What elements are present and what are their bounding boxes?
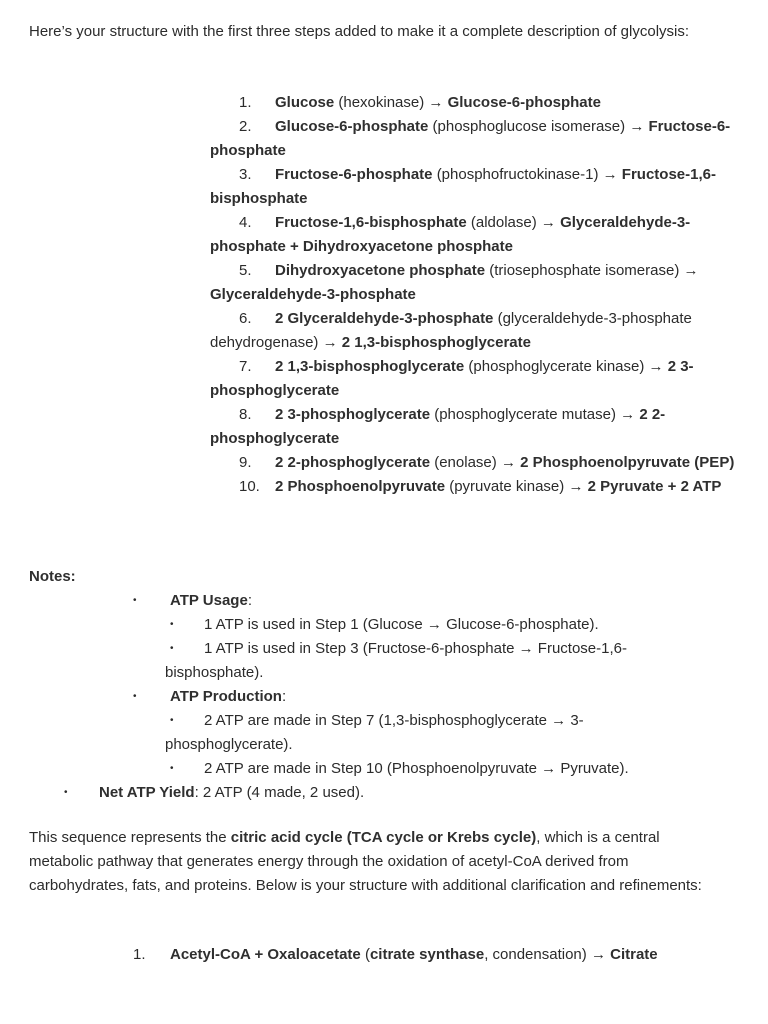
step-number: 9.	[239, 454, 252, 471]
step-product: Glyceraldehyde-3-phosphate + Dihydroxyacetone phosphate	[210, 214, 691, 255]
step-enzyme: (enolase)	[434, 454, 497, 471]
bullet-icon: •	[170, 619, 174, 630]
notes-list	[0, 589, 740, 805]
bullet-icon: •	[64, 787, 68, 798]
step-enzyme-open: (	[364, 946, 370, 963]
list-item	[0, 709, 740, 733]
step-enzyme: (glyceraldehyde-3-phosphate dehydrogenase)	[210, 310, 692, 351]
colon: :	[247, 592, 252, 609]
step-enzyme: (phosphoglycerate mutase)	[434, 406, 616, 423]
arrow-icon: →	[620, 406, 636, 423]
step-enzyme: (pyruvate kinase)	[449, 478, 565, 495]
step-enzyme: (hexokinase)	[338, 94, 425, 111]
intro-paragraph: Here’s your structure with the first three steps added to make it a complete description of glycolysis:	[29, 23, 690, 40]
list-item-continuation	[0, 661, 740, 685]
arrow-icon: →	[540, 214, 556, 231]
step-number: 8.	[239, 406, 252, 423]
step-product: Fructose-6-phosphate	[210, 118, 731, 159]
summary-text: This sequence represents the	[29, 829, 231, 846]
bullet-icon: •	[170, 643, 174, 654]
step-product: 2 3-phosphoglycerate	[210, 358, 694, 399]
production-step-7: 2 ATP are made in Step 7 (1,3-bisphosphoglycerate → 3-	[204, 712, 584, 729]
list-item	[0, 757, 740, 781]
list-item	[0, 781, 740, 805]
step-product: 2 Phosphoenolpyruvate (PEP)	[520, 454, 735, 471]
step-substrate: 2 Phosphoenolpyruvate	[275, 478, 446, 495]
summary-bold: citric acid cycle (TCA cycle or Krebs cycle)	[230, 829, 537, 846]
step-substrate: Acetyl-CoA + Oxaloacetate	[170, 946, 361, 963]
step-substrate: 2 1,3-bisphosphoglycerate	[275, 358, 465, 375]
usage-step-1: 1 ATP is used in Step 1 (Glucose → Glucose-6-phosphate).	[204, 616, 599, 633]
colon: :	[281, 688, 287, 705]
step-enzyme: (phosphoglucose isomerase)	[432, 118, 626, 135]
step-enzyme: (aldolase)	[470, 214, 537, 231]
notes-heading: Notes:	[29, 568, 76, 585]
arrow-icon: →	[629, 118, 645, 135]
step-number: 1.	[239, 94, 252, 111]
step-item	[210, 91, 745, 115]
step-item	[210, 259, 745, 307]
usage-step-3-cont: bisphosphate).	[165, 664, 264, 681]
step-substrate: Glucose	[275, 94, 335, 111]
step-substrate: Glucose-6-phosphate	[275, 118, 429, 135]
tca-summary-paragraph	[29, 826, 719, 898]
step-product: Glucose-6-phosphate	[447, 94, 601, 111]
step-product: Citrate	[610, 946, 658, 963]
step-enzyme: (phosphofructokinase-1)	[436, 166, 599, 183]
step-number: 6.	[239, 310, 252, 327]
step-number: 2.	[239, 118, 252, 135]
step-item	[210, 163, 745, 211]
step-number: 1.	[133, 946, 146, 963]
bullet-icon: •	[133, 595, 137, 606]
list-item-continuation	[0, 733, 740, 757]
step-number: 5.	[239, 262, 252, 279]
step-item	[210, 355, 745, 403]
production-step-10: 2 ATP are made in Step 10 (Phosphoenolpyruvate → Pyruvate).	[204, 760, 629, 777]
step-number: 7.	[239, 358, 252, 375]
step-product: 2 Pyruvate + 2 ATP	[587, 478, 722, 495]
arrow-icon: →	[500, 454, 516, 471]
net-atp-label: Net ATP Yield	[99, 784, 195, 801]
bullet-icon: •	[170, 763, 174, 774]
step-number: 3.	[239, 166, 252, 183]
step-product: 2 2-phosphoglycerate	[210, 406, 666, 447]
step-item	[210, 115, 745, 163]
net-atp-value: : 2 ATP (4 made, 2 used).	[194, 784, 365, 801]
step-product: 2 1,3-bisphosphoglycerate	[341, 334, 531, 351]
step-substrate: 2 Glyceraldehyde-3-phosphate	[275, 310, 494, 327]
arrow-icon: →	[648, 358, 664, 375]
arrow-icon: →	[602, 166, 618, 183]
arrow-icon: →	[568, 478, 584, 495]
bullet-icon: •	[170, 715, 174, 726]
arrow-icon: →	[322, 334, 338, 351]
step-item	[210, 403, 745, 451]
step-product: Glyceraldehyde-3-phosphate	[210, 286, 416, 303]
arrow-icon: →	[590, 946, 606, 963]
step-number: 4.	[239, 214, 252, 231]
step-substrate: 2 3-phosphoglycerate	[275, 406, 431, 423]
step-product: Fructose-1,6-bisphosphate	[210, 166, 716, 207]
step-number: 10.	[239, 478, 260, 495]
step-item	[210, 451, 745, 475]
list-item	[0, 589, 740, 613]
step-enzyme: (triosephosphate isomerase)	[489, 262, 680, 279]
glycolysis-steps-list	[210, 91, 745, 499]
arrow-icon: →	[428, 94, 444, 111]
list-item	[0, 613, 740, 637]
arrow-icon: →	[683, 262, 699, 279]
step-item	[210, 475, 745, 499]
bullet-icon: •	[133, 691, 137, 702]
step-enzyme: (phosphoglycerate kinase)	[468, 358, 645, 375]
summary-text-end: , which is a central metabolic pathway that generates energy through the oxidation of acetyl-CoA derived from carbohydrates, fats, and proteins. Below is your structure with additional clarification and refinements:	[29, 829, 702, 894]
tca-step-item	[133, 943, 733, 967]
list-item	[0, 637, 740, 661]
step-enzyme-rest: , condensation)	[484, 946, 587, 963]
step-substrate: Fructose-6-phosphate	[275, 166, 433, 183]
step-item	[210, 307, 745, 355]
step-item	[210, 211, 745, 259]
step-substrate: Dihydroxyacetone phosphate	[275, 262, 486, 279]
step-substrate: 2 2-phosphoglycerate	[275, 454, 431, 471]
production-step-7-cont: phosphoglycerate).	[165, 736, 293, 753]
step-enzyme: citrate synthase	[369, 946, 485, 963]
list-item	[0, 685, 740, 709]
step-substrate: Fructose-1,6-bisphosphate	[275, 214, 467, 231]
usage-step-3: 1 ATP is used in Step 3 (Fructose-6-phosphate → Fructose-1,6-	[204, 640, 627, 657]
atp-production-label: ATP Production	[170, 688, 282, 705]
atp-usage-label: ATP Usage	[170, 592, 248, 609]
